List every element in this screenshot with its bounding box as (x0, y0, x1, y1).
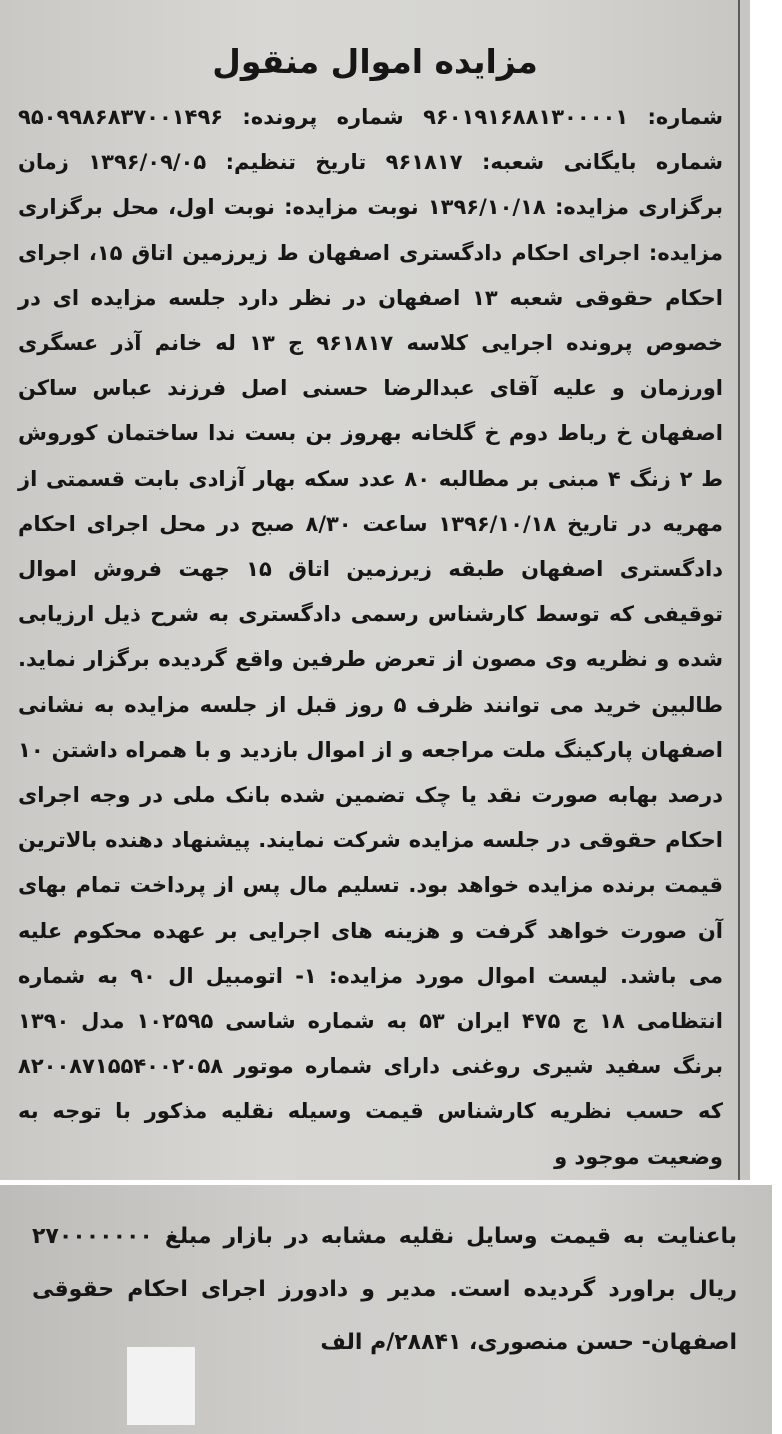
blank-white-patch (127, 1347, 195, 1425)
notice-continuation: باعنایت به قیمت وسایل نقلیه مشابه در بازار مبلغ ۲۷۰۰۰۰۰۰۰ ریال براورد گردیده است. مدیر و دادورز اجرای احکام حقوقی اصفهان- حسن منصوری، ۲۸۸۴۱/م الف (32, 1224, 737, 1355)
column-divider-rule (738, 0, 740, 1180)
notice-body: شماره: ۹۶۰۱۹۱۶۸۸۱۳۰۰۰۰۱ شماره پرونده: ۹۵۰۹۹۸۶۸۳۷۰۰۱۴۹۶ شماره بایگانی شعبه: ۹۶۱۸۱۷ تاریخ تنظیم: ۱۳۹۶/۰۹/۰۵ زمان برگزاری مزایده: ۱۳۹۶/۱۰/۱۸ نوبت مزایده: نوبت اول، محل برگزاری مزایده: اجرای احکام دادگستری اصفهان ط زیرزمین اتاق ۱۵، اجرای احکام حقوقی شعبه ۱۳ اصفهان در نظر دارد جلسه مزایده ای در خصوص پرونده اجرایی کلاسه ۹۶۱۸۱۷ ج ۱۳ له خانم آذر عسگری اورزمان و علیه آقای عبدالرضا حسنی اصل فرزند عباس ساکن اصفهان خ رباط دوم خ گلخانه بهروز بن بست ندا ساختمان کوروش ط ۲ زنگ ۴ مبنی بر مطالبه ۸۰ عدد سکه بهار آزادی بابت قسمتی از مهریه در تاریخ ۱۳۹۶/۱۰/۱۸ ساعت ۸/۳۰ صبح در محل اجرای احکام دادگستری اصفهان طبقه زیرزمین اتاق ۱۵ جهت فروش اموال توقیفی که توسط کارشناس رسمی دادگستری به شرح ذیل ارزیابی شده و نظریه وی مصون از تعرض طرفین واقع گردیده برگزار نماید. طالبین خرید می توانند ظرف ۵ روز قبل از جلسه مزایده به نشانی اصفهان پارکینگ ملت مراجعه و از اموال بازدید و با همراه داشتن ۱۰ درصد بهابه صورت نقد یا چک تضمین شده بانک ملی در وجه اجرای احکام حقوقی در جلسه مزایده شرکت نمایند. پیشنهاد دهنده بالاترین قیمت برنده مزایده خواهد بود. تسلیم مال پس از پرداخت تمام بهای آن صورت خواهد گرفت و هزینه های اجرایی بر عهده محکوم علیه می باشد. لیست اموال مورد مزایده: ۱- اتومبیل ال ۹۰ به شماره انتظامی ۱۸ ج ۴۷۵ ایران ۵۳ به شماره شاسی ۱۰۲۵۹۵ مدل ۱۳۹۰ برنگ سفید شیری روغنی دارای شماره موتور ۸۲۰۰۸۷۱۵۵۴۰۰۲۰۵۸ که حسب نظریه کارشناس قیمت وسیله نقلیه مذکور با توجه به وضعیت موجود و (18, 105, 724, 1169)
notice-clipping-bottom (0, 1185, 772, 1434)
notice-title: مزایده اموال منقول (212, 42, 538, 81)
